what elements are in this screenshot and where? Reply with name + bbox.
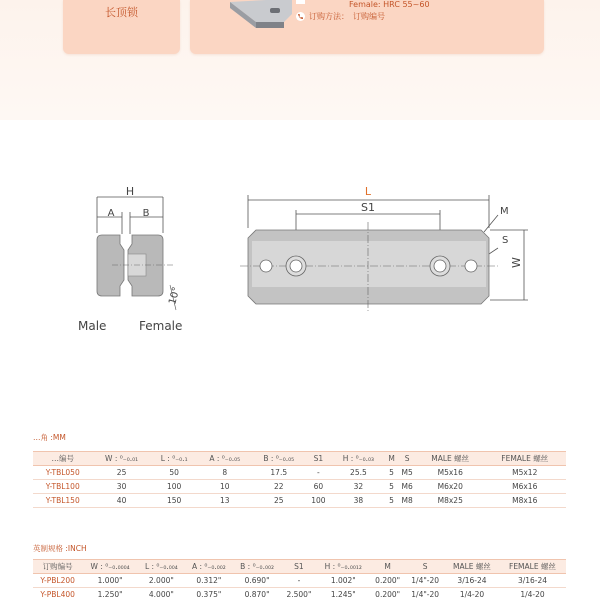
table-cell: Y-PBL200	[33, 574, 82, 588]
metric-spec-table	[33, 451, 566, 508]
dim-A: A	[107, 208, 115, 219]
table-cell: M6	[397, 480, 417, 494]
table-cell: M8x16	[484, 494, 567, 508]
table-cell: 150	[151, 494, 198, 508]
header-cell: MALE 螺丝	[445, 560, 499, 574]
product-image	[226, 0, 296, 30]
table-row	[33, 466, 566, 480]
header-cell: L : ⁰₋₀.₀₀₄	[138, 560, 185, 574]
header-cell: MALE 螺丝	[417, 452, 484, 466]
header-cell: W : ⁰₋₀.₀₀₀₄	[82, 560, 138, 574]
front-view-block	[240, 222, 498, 312]
header-cell: H : ⁰₋₀.₀₀₁₂	[317, 560, 370, 574]
feature-card-left	[63, 0, 180, 54]
table-cell: 0.200"	[370, 588, 406, 600]
table-cell: 1/4-20	[499, 588, 566, 600]
table-row	[33, 494, 566, 508]
table-cell: 13	[198, 494, 252, 508]
table-cell: 1/4-20	[445, 588, 499, 600]
table-cell: 30	[93, 480, 151, 494]
table-row	[33, 480, 566, 494]
table-cell: Y-TBL050	[33, 466, 93, 480]
table-cell: Y-TBL100	[33, 480, 93, 494]
table-cell: 22	[252, 480, 306, 494]
header-cell: S	[405, 560, 445, 574]
table-cell: 38	[331, 494, 386, 508]
table-cell: M8x25	[417, 494, 484, 508]
dim-S1: S1	[361, 201, 375, 214]
table-cell: 1.000"	[82, 574, 138, 588]
header-cell: A : ⁰₋₀.₀₀₂	[185, 560, 233, 574]
table-cell: 50	[151, 466, 198, 480]
spec-text: Female: HRC 55~60	[349, 0, 430, 9]
table-cell: 1.250"	[82, 588, 138, 600]
header-cell: S1	[281, 560, 317, 574]
table-cell: 1/4"-20	[405, 574, 445, 588]
header-cell: S	[397, 452, 417, 466]
table-cell: 25.5	[331, 466, 386, 480]
header-cell: FEMALE 螺丝	[499, 560, 566, 574]
table-cell: M6x20	[417, 480, 484, 494]
table-cell: 17.5	[252, 466, 306, 480]
dim-H: H	[125, 185, 135, 198]
side-view-block	[97, 235, 175, 296]
table-cell: -	[281, 574, 317, 588]
header-cell: FEMALE 螺丝	[484, 452, 567, 466]
header-cell: B : ⁰₋₀.₀₅	[252, 452, 306, 466]
table-cell: 1.002"	[317, 574, 370, 588]
header-cell: W : ⁰₋₀.₀₁	[93, 452, 151, 466]
dim-B: B	[142, 208, 150, 219]
table-cell: 10	[198, 480, 252, 494]
table-cell: M6x16	[484, 480, 567, 494]
table-cell: 32	[331, 480, 386, 494]
phone-icon	[296, 12, 305, 21]
table-cell: 0.375"	[185, 588, 233, 600]
table-cell: 5	[386, 494, 397, 508]
header-cell: …编号	[33, 452, 93, 466]
table-cell: M5	[397, 466, 417, 480]
table-cell: 5	[386, 466, 397, 480]
table-cell: 100	[151, 480, 198, 494]
header-cell: B : ⁰₋₀.₀₀₂	[233, 560, 281, 574]
angle-label: 10°	[167, 285, 183, 306]
feature-card-text: 长顶锁	[105, 6, 138, 19]
header-cell: L : ⁰₋₀.₁	[151, 452, 198, 466]
order-value: 订购编号	[353, 12, 385, 21]
metric-header-row	[33, 452, 566, 466]
table-cell: 40	[93, 494, 151, 508]
table-cell: 0.870"	[233, 588, 281, 600]
table-cell: 0.690"	[233, 574, 281, 588]
table-cell: 2.000"	[138, 574, 185, 588]
table-cell: 1/4"-20	[405, 588, 445, 600]
dim-L: L	[364, 185, 372, 198]
inch-spec-table	[33, 559, 566, 600]
banner-bullet	[296, 0, 305, 4]
order-label: 订购方法：	[309, 12, 349, 21]
table-cell: 25	[93, 466, 151, 480]
header-cell: H : ⁰₋₀.₀₃	[331, 452, 386, 466]
label-male: Male	[78, 319, 107, 333]
header-cell: S1	[306, 452, 331, 466]
header-cell: M	[370, 560, 406, 574]
table-cell: 60	[306, 480, 331, 494]
header-cell: A : ⁰₋₀.₀₅	[198, 452, 252, 466]
metric-table-title: …角 :MM	[33, 433, 66, 442]
table-cell: 3/16-24	[445, 574, 499, 588]
inch-header-row	[33, 560, 566, 574]
table-cell: 100	[306, 494, 331, 508]
table-cell: Y-PBL400	[33, 588, 82, 600]
table-cell: M5x16	[417, 466, 484, 480]
order-method	[296, 11, 385, 22]
header-cell: M	[386, 452, 397, 466]
dim-S: S	[502, 235, 509, 246]
header-cell: 订购编号	[33, 560, 82, 574]
table-cell: 8	[198, 466, 252, 480]
table-cell: 2.500"	[281, 588, 317, 600]
table-cell: Y-TBL150	[33, 494, 93, 508]
table-cell: M5x12	[484, 466, 567, 480]
table-cell: 4.000"	[138, 588, 185, 600]
label-female: Female	[139, 319, 183, 333]
table-cell: 25	[252, 494, 306, 508]
table-row	[33, 588, 566, 600]
table-cell: 0.312"	[185, 574, 233, 588]
table-cell: 5	[386, 480, 397, 494]
table-cell: -	[306, 466, 331, 480]
table-cell: M8	[397, 494, 417, 508]
table-row	[33, 574, 566, 588]
inch-table-title: 英制规格 :INCH	[33, 544, 87, 553]
table-cell: 0.200"	[370, 574, 406, 588]
table-cell: 1.245"	[317, 588, 370, 600]
dim-W: W	[510, 257, 523, 268]
table-cell: 3/16-24	[499, 574, 566, 588]
dim-M: M	[500, 206, 509, 217]
